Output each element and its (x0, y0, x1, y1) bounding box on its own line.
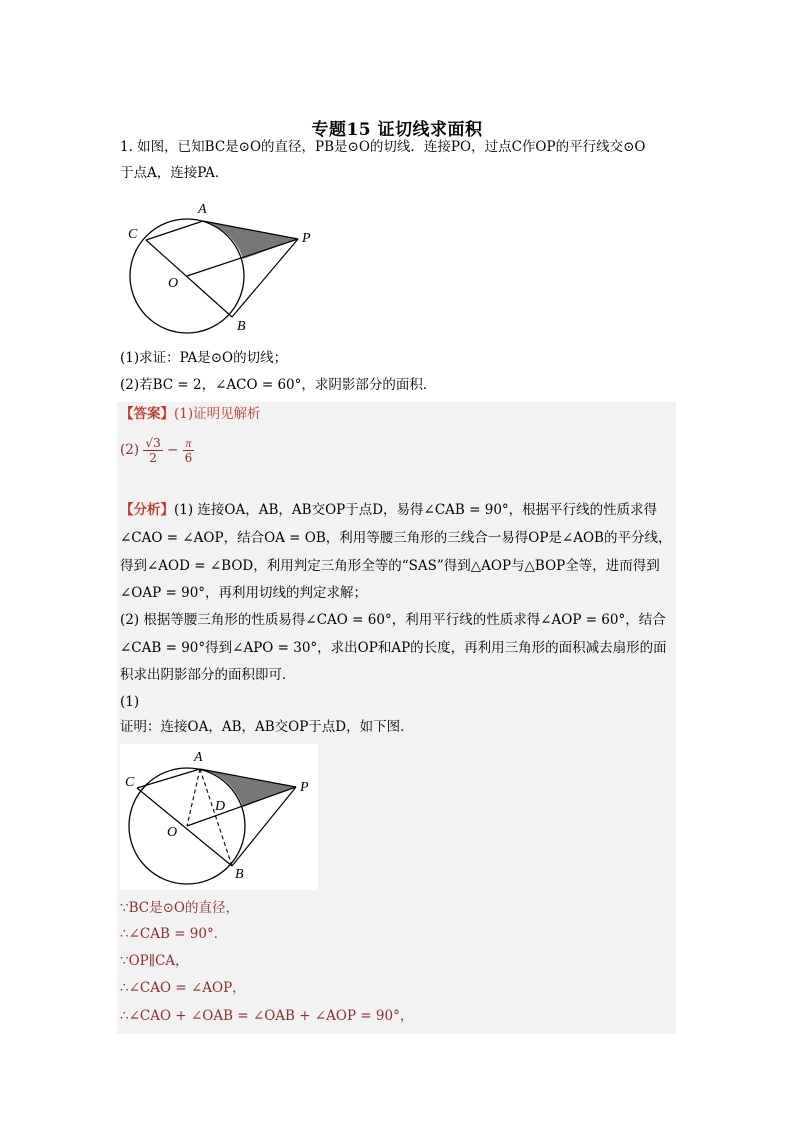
proof-step-2: ∴∠CAB = 90°． (120, 926, 228, 942)
analysis-line-2: ∠CAO = ∠AOP，结合OA = OB，利用等腰三角形的三线合一易得OP是∠AOB的平分线， (120, 530, 672, 546)
analysis-tag: 【分析】 (120, 502, 174, 518)
analysis-line-6: ∠CAB = 90°得到∠APO = 30°，求出OP和AP的长度，再利用三角形的面积减去扇形的面 (120, 640, 667, 656)
fraction-numerator: π (183, 436, 195, 451)
analysis-text-1: (1) 连接OA，AB，AB交OP于点D，易得∠CAB = 90°，根据平行线的性质求得 (174, 502, 658, 518)
figure-circle-tangent-1 (120, 198, 320, 338)
label-a: A (198, 202, 207, 217)
fraction-denominator: 6 (184, 451, 193, 465)
label-c: C (128, 227, 138, 242)
figure-circle-tangent-2 (120, 744, 318, 890)
answer-2-prefix: (2) (120, 442, 140, 458)
analysis-line-5: (2) 根据等腰三角形的性质易得∠CAO = 60°，利用平行线的性质求得∠AOP = 60°，结合 (120, 612, 666, 628)
analysis-line-3: 得到∠AOD = ∠BOD，利用判定三角形全等的“SAS”得到△AOP与△BOP全等，进而得到 (120, 558, 660, 574)
question-1: (1)求证：PA是⊙O的切线； (120, 350, 288, 366)
answer-1: (1)证明见解析 (174, 406, 261, 422)
segment-ca (146, 221, 203, 240)
fraction-denominator: 2 (149, 451, 157, 465)
answer-line-1 (120, 404, 261, 424)
label-o: O (168, 276, 179, 291)
proof-step-4: ∴∠CAO = ∠AOP， (120, 980, 246, 996)
label-b: B (237, 319, 246, 334)
page-title: 专题15 证切线求面积 (311, 120, 483, 140)
answer-tag: 【答案】 (120, 406, 174, 422)
minus-sign: − (167, 442, 179, 458)
answer-line-2 (120, 430, 194, 470)
label-p: P (300, 780, 309, 795)
proof-step-5: ∴∠CAO + ∠OAB = ∠OAB + ∠AOP = 90°， (120, 1008, 414, 1024)
fraction-sqrt3-over-2 (143, 436, 162, 465)
shaded-region (203, 221, 298, 259)
question-2: (2)若BC = 2，∠ACO = 60°，求阴影部分的面积． (120, 377, 437, 393)
fraction-pi-over-6 (183, 436, 195, 465)
problem-line-1: 1. 如图，已知BC是⊙O的直径，PB是⊙O的切线．连接PO，过点C作OP的平行线交⊙O (120, 139, 646, 155)
label-a: A (194, 750, 203, 765)
label-c: C (125, 775, 135, 790)
proof-intro: 证明：连接OA，AB，AB交OP于点D，如下图． (120, 719, 414, 735)
problem-line-2: 于点A，连接PA． (120, 165, 229, 181)
label-b: B (235, 867, 244, 882)
proof-step-3: ∵OP∥CA， (120, 953, 189, 969)
segment-cb (146, 240, 232, 317)
analysis-line-7: 积求出阴影部分的面积即可． (120, 667, 296, 683)
proof-step-1: ∵BC是⊙O的直径， (120, 900, 239, 916)
fraction-numerator: √3 (145, 436, 161, 450)
label-p: P (302, 231, 311, 246)
analysis-line-1 (120, 500, 657, 520)
label-d: D (215, 799, 226, 814)
figure-background (120, 744, 318, 890)
analysis-line-4: ∠OAP = 90°，再利用切线的判定求解； (120, 585, 368, 601)
proof-part-label: (1) (120, 694, 140, 710)
label-o: O (167, 825, 178, 840)
